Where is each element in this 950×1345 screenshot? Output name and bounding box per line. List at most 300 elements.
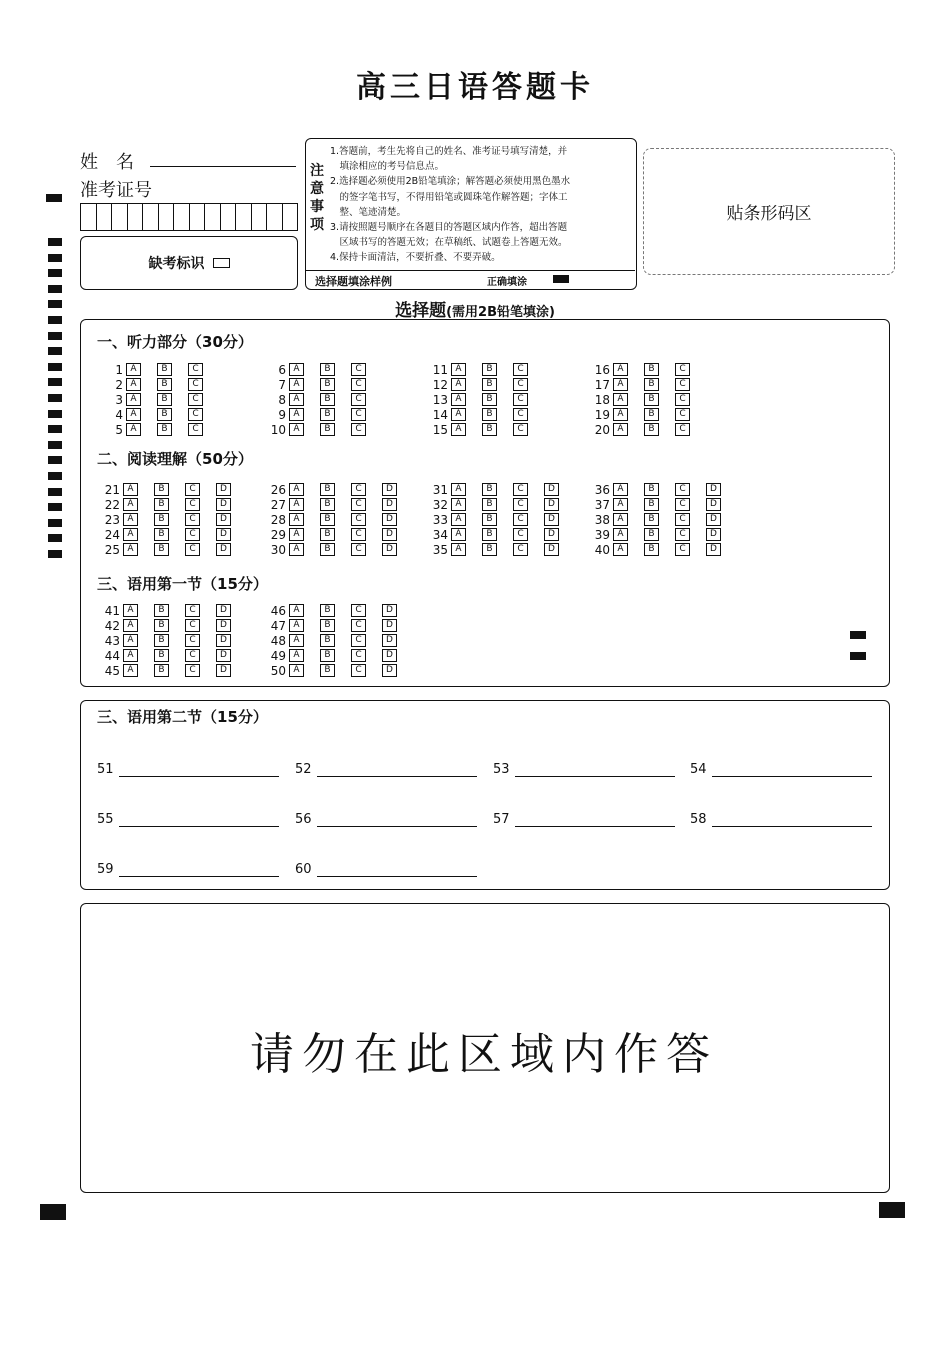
fill-in-number: 52 bbox=[295, 762, 312, 777]
timing-mark bbox=[48, 347, 62, 355]
answer-line[interactable] bbox=[515, 826, 675, 827]
option-bubble[interactable]: B bbox=[644, 513, 659, 526]
timing-mark bbox=[48, 534, 62, 542]
no-answer-text: 请勿在此区域内作答 bbox=[250, 1029, 718, 1080]
option-bubble[interactable]: A bbox=[289, 513, 304, 526]
option-bubble[interactable]: D bbox=[382, 543, 397, 556]
option-bubble[interactable]: B bbox=[157, 393, 172, 406]
timing-mark bbox=[48, 285, 62, 293]
fill-in-item bbox=[690, 762, 707, 777]
question-row bbox=[103, 362, 219, 377]
option-bubble[interactable]: B bbox=[320, 378, 335, 391]
exam-id-label: 准考证号 bbox=[80, 180, 152, 201]
question-number: 34 bbox=[432, 527, 448, 542]
option-bubble[interactable]: D bbox=[216, 634, 231, 647]
option-bubble[interactable]: A bbox=[289, 649, 304, 662]
option-bubble[interactable]: C bbox=[351, 423, 366, 436]
option-bubble[interactable]: A bbox=[613, 528, 628, 541]
option-bubble[interactable]: A bbox=[289, 604, 304, 617]
option-bubble[interactable]: A bbox=[289, 498, 304, 511]
option-bubble[interactable]: A bbox=[451, 528, 466, 541]
option-bubble[interactable]: C bbox=[513, 498, 528, 511]
option-bubble[interactable]: A bbox=[123, 634, 138, 647]
option-bubble[interactable]: C bbox=[351, 619, 366, 632]
option-bubble[interactable]: A bbox=[613, 363, 628, 376]
option-bubble[interactable]: B bbox=[644, 393, 659, 406]
option-bubble[interactable]: D bbox=[706, 483, 721, 496]
timing-mark-right bbox=[850, 652, 866, 660]
question-row bbox=[266, 377, 382, 392]
timing-mark bbox=[48, 269, 62, 277]
question-number: 36 bbox=[594, 482, 610, 497]
option-bubble[interactable]: A bbox=[289, 664, 304, 677]
option-bubble[interactable]: B bbox=[154, 483, 169, 496]
option-bubble[interactable]: C bbox=[513, 393, 528, 406]
question-number: 27 bbox=[270, 497, 286, 512]
option-bubble[interactable]: D bbox=[382, 498, 397, 511]
option-bubble[interactable]: B bbox=[320, 634, 335, 647]
option-bubble[interactable]: A bbox=[289, 483, 304, 496]
option-bubble[interactable]: C bbox=[351, 513, 366, 526]
option-bubble[interactable]: C bbox=[513, 543, 528, 556]
question-row bbox=[103, 377, 219, 392]
option-bubble[interactable]: A bbox=[289, 378, 304, 391]
fill-in-number: 56 bbox=[295, 812, 312, 827]
option-bubble[interactable]: B bbox=[482, 483, 497, 496]
notes-text: 1.答题前，考生先将自己的姓名、准考证号填写清楚，并 填涂相应的考号信息点。 2.选择题必须使用2B铅笔填涂；解答题必须使用黑色墨水 的签字笔书写，不得用铅笔或圆珠笔作解答题；字体工 整、笔迹清楚。 3.请按照题号顺序在各题目的答题区域内作答，超出答题 区域书写的答题无效；在草稿纸、试题卷上答题无效。 4.保持卡面清洁，不要折叠、不要弄破。 bbox=[330, 146, 571, 264]
option-bubble[interactable]: C bbox=[185, 543, 200, 556]
option-bubble[interactable]: B bbox=[154, 528, 169, 541]
option-bubble[interactable]: B bbox=[320, 619, 335, 632]
question-row bbox=[266, 512, 413, 527]
option-bubble[interactable]: A bbox=[289, 393, 304, 406]
option-bubble[interactable]: C bbox=[513, 423, 528, 436]
question-row bbox=[428, 527, 575, 542]
option-bubble[interactable]: C bbox=[351, 363, 366, 376]
option-bubble[interactable]: B bbox=[644, 483, 659, 496]
question-number: 49 bbox=[270, 648, 286, 663]
option-bubble[interactable]: B bbox=[320, 543, 335, 556]
question-row bbox=[428, 512, 575, 527]
option-bubble[interactable]: C bbox=[188, 363, 203, 376]
option-bubble[interactable]: B bbox=[320, 604, 335, 617]
option-bubble[interactable]: B bbox=[644, 423, 659, 436]
question-row bbox=[266, 482, 413, 497]
fill-in-item bbox=[97, 762, 114, 777]
question-number: 33 bbox=[432, 512, 448, 527]
question-row bbox=[266, 648, 413, 663]
usage1-title: 三、语用第一节（15分） bbox=[97, 575, 268, 593]
answer-line[interactable] bbox=[317, 876, 477, 877]
question-row bbox=[266, 603, 413, 618]
option-bubble[interactable]: D bbox=[216, 528, 231, 541]
option-bubble[interactable]: B bbox=[482, 543, 497, 556]
question-number: 7 bbox=[278, 377, 286, 392]
timing-mark bbox=[48, 456, 62, 464]
question-number: 4 bbox=[115, 407, 123, 422]
notes-side-label: 注 意 事 项 bbox=[310, 163, 324, 233]
option-bubble[interactable]: A bbox=[613, 423, 628, 436]
timing-mark bbox=[48, 238, 62, 246]
option-bubble[interactable]: A bbox=[126, 363, 141, 376]
timing-mark bbox=[48, 254, 62, 262]
option-bubble[interactable]: A bbox=[451, 483, 466, 496]
option-bubble[interactable]: B bbox=[157, 408, 172, 421]
option-bubble[interactable]: B bbox=[644, 378, 659, 391]
option-bubble[interactable]: C bbox=[675, 408, 690, 421]
question-number: 30 bbox=[270, 542, 286, 557]
option-bubble[interactable]: A bbox=[613, 543, 628, 556]
question-number: 15 bbox=[432, 422, 448, 437]
option-bubble[interactable]: B bbox=[154, 619, 169, 632]
question-number: 16 bbox=[594, 362, 610, 377]
option-bubble[interactable]: C bbox=[185, 619, 200, 632]
option-bubble[interactable]: C bbox=[185, 498, 200, 511]
sample-row bbox=[305, 270, 635, 289]
fill-in-number: 55 bbox=[97, 812, 114, 827]
option-bubble[interactable]: B bbox=[154, 634, 169, 647]
option-bubble[interactable]: C bbox=[185, 604, 200, 617]
fill-in-item bbox=[295, 762, 312, 777]
option-bubble[interactable]: C bbox=[675, 543, 690, 556]
option-bubble[interactable]: B bbox=[482, 498, 497, 511]
option-bubble[interactable]: A bbox=[126, 378, 141, 391]
option-bubble[interactable]: D bbox=[216, 604, 231, 617]
answer-line[interactable] bbox=[317, 776, 477, 777]
option-bubble[interactable]: B bbox=[644, 363, 659, 376]
option-bubble[interactable]: B bbox=[482, 528, 497, 541]
option-bubble[interactable]: B bbox=[157, 423, 172, 436]
question-number: 32 bbox=[432, 497, 448, 512]
fill-in-item bbox=[97, 862, 114, 877]
option-bubble[interactable]: C bbox=[351, 528, 366, 541]
option-bubble[interactable]: B bbox=[154, 543, 169, 556]
question-row bbox=[100, 482, 247, 497]
option-bubble[interactable]: B bbox=[154, 649, 169, 662]
absent-label: 缺考标识 bbox=[148, 256, 205, 272]
option-bubble[interactable]: C bbox=[675, 513, 690, 526]
option-bubble[interactable]: A bbox=[126, 408, 141, 421]
option-bubble[interactable]: B bbox=[320, 649, 335, 662]
timing-marks bbox=[46, 190, 64, 550]
option-bubble[interactable]: B bbox=[320, 483, 335, 496]
question-number: 42 bbox=[104, 618, 120, 633]
question-row bbox=[103, 407, 219, 422]
option-bubble[interactable]: C bbox=[185, 513, 200, 526]
option-bubble[interactable]: C bbox=[513, 378, 528, 391]
timing-mark bbox=[48, 410, 62, 418]
question-number: 20 bbox=[594, 422, 610, 437]
option-bubble[interactable]: A bbox=[123, 483, 138, 496]
option-bubble[interactable]: A bbox=[126, 393, 141, 406]
question-number: 6 bbox=[278, 362, 286, 377]
question-number: 45 bbox=[104, 663, 120, 678]
option-bubble[interactable]: B bbox=[320, 498, 335, 511]
option-bubble[interactable]: D bbox=[216, 664, 231, 677]
option-bubble[interactable]: B bbox=[644, 408, 659, 421]
option-bubble[interactable]: D bbox=[544, 498, 559, 511]
answer-line[interactable] bbox=[317, 826, 477, 827]
question-row bbox=[266, 407, 382, 422]
option-bubble[interactable]: A bbox=[289, 408, 304, 421]
option-bubble[interactable]: C bbox=[513, 408, 528, 421]
reading-title: 二、阅读理解（50分） bbox=[97, 450, 253, 468]
option-bubble[interactable]: C bbox=[675, 393, 690, 406]
question-row bbox=[266, 392, 382, 407]
option-bubble[interactable]: A bbox=[613, 483, 628, 496]
fill-in-number: 57 bbox=[493, 812, 510, 827]
option-bubble[interactable]: D bbox=[382, 513, 397, 526]
option-bubble[interactable]: B bbox=[320, 664, 335, 677]
question-number: 50 bbox=[270, 663, 286, 678]
question-number: 38 bbox=[594, 512, 610, 527]
option-bubble[interactable]: C bbox=[351, 483, 366, 496]
option-bubble[interactable]: C bbox=[351, 634, 366, 647]
option-bubble[interactable]: C bbox=[675, 378, 690, 391]
question-number: 35 bbox=[432, 542, 448, 557]
question-number: 44 bbox=[104, 648, 120, 663]
option-bubble[interactable]: A bbox=[123, 664, 138, 677]
question-row bbox=[103, 392, 219, 407]
answer-line[interactable] bbox=[712, 776, 872, 777]
option-bubble[interactable]: C bbox=[513, 483, 528, 496]
option-bubble[interactable]: D bbox=[544, 483, 559, 496]
option-bubble[interactable]: A bbox=[451, 543, 466, 556]
listening-title: 一、听力部分（30分） bbox=[97, 333, 253, 351]
option-bubble[interactable]: C bbox=[675, 498, 690, 511]
question-row bbox=[266, 663, 413, 678]
option-bubble[interactable]: C bbox=[351, 408, 366, 421]
option-bubble[interactable]: D bbox=[544, 543, 559, 556]
option-bubble[interactable]: B bbox=[320, 408, 335, 421]
option-bubble[interactable]: D bbox=[544, 528, 559, 541]
option-bubble[interactable]: A bbox=[289, 619, 304, 632]
option-bubble[interactable]: D bbox=[216, 619, 231, 632]
option-bubble[interactable]: D bbox=[706, 513, 721, 526]
question-number: 14 bbox=[432, 407, 448, 422]
answer-line[interactable] bbox=[119, 876, 279, 877]
option-bubble[interactable]: B bbox=[482, 408, 497, 421]
option-bubble[interactable]: B bbox=[320, 513, 335, 526]
fill-in-number: 60 bbox=[295, 862, 312, 877]
timing-mark bbox=[48, 441, 62, 449]
option-bubble[interactable]: B bbox=[154, 664, 169, 677]
option-bubble[interactable]: B bbox=[644, 498, 659, 511]
option-bubble[interactable]: D bbox=[216, 483, 231, 496]
answer-line[interactable] bbox=[119, 776, 279, 777]
option-bubble[interactable]: B bbox=[482, 378, 497, 391]
option-bubble[interactable]: D bbox=[382, 664, 397, 677]
question-number: 41 bbox=[104, 603, 120, 618]
option-bubble[interactable]: B bbox=[157, 378, 172, 391]
timing-mark bbox=[48, 550, 62, 558]
filled-sample bbox=[553, 275, 569, 283]
question-number: 1 bbox=[115, 362, 123, 377]
option-bubble[interactable]: C bbox=[188, 423, 203, 436]
option-bubble[interactable]: C bbox=[351, 604, 366, 617]
question-number: 22 bbox=[104, 497, 120, 512]
option-bubble[interactable]: A bbox=[451, 498, 466, 511]
option-bubble[interactable]: C bbox=[188, 378, 203, 391]
option-bubble[interactable]: C bbox=[185, 528, 200, 541]
question-row bbox=[100, 618, 247, 633]
question-number: 17 bbox=[594, 377, 610, 392]
usage2-title: 三、语用第二节（15分） bbox=[97, 708, 268, 726]
option-bubble[interactable]: A bbox=[451, 378, 466, 391]
option-bubble[interactable]: A bbox=[123, 513, 138, 526]
name-field[interactable] bbox=[150, 166, 296, 167]
answer-line[interactable] bbox=[712, 826, 872, 827]
choice-title: 选择题(需用2B铅笔填涂) bbox=[395, 301, 555, 321]
option-bubble[interactable]: D bbox=[382, 619, 397, 632]
option-bubble[interactable]: A bbox=[451, 393, 466, 406]
option-bubble[interactable]: A bbox=[451, 513, 466, 526]
correct-label: 正确填涂 bbox=[487, 277, 527, 288]
option-bubble[interactable]: A bbox=[451, 363, 466, 376]
fill-in-number: 51 bbox=[97, 762, 114, 777]
option-bubble[interactable]: D bbox=[706, 528, 721, 541]
option-bubble[interactable]: A bbox=[613, 393, 628, 406]
option-bubble[interactable]: C bbox=[675, 528, 690, 541]
option-bubble[interactable]: A bbox=[289, 363, 304, 376]
question-number: 3 bbox=[115, 392, 123, 407]
answer-line[interactable] bbox=[119, 826, 279, 827]
option-bubble[interactable]: B bbox=[154, 513, 169, 526]
question-row bbox=[590, 497, 737, 512]
option-bubble[interactable]: C bbox=[351, 543, 366, 556]
option-bubble[interactable]: D bbox=[216, 513, 231, 526]
option-bubble[interactable]: C bbox=[351, 498, 366, 511]
option-bubble[interactable]: B bbox=[644, 528, 659, 541]
option-bubble[interactable]: C bbox=[675, 363, 690, 376]
timing-mark bbox=[48, 425, 62, 433]
question-row bbox=[590, 407, 706, 422]
question-row bbox=[590, 542, 737, 557]
option-bubble[interactable]: C bbox=[351, 664, 366, 677]
option-bubble[interactable]: C bbox=[185, 483, 200, 496]
option-bubble[interactable]: A bbox=[289, 423, 304, 436]
option-bubble[interactable]: A bbox=[123, 619, 138, 632]
option-bubble[interactable]: D bbox=[216, 543, 231, 556]
fill-in-item bbox=[295, 812, 312, 827]
option-bubble[interactable]: A bbox=[123, 498, 138, 511]
question-number: 31 bbox=[432, 482, 448, 497]
question-number: 48 bbox=[270, 633, 286, 648]
option-bubble[interactable]: C bbox=[185, 634, 200, 647]
option-bubble[interactable]: B bbox=[482, 393, 497, 406]
option-bubble[interactable]: A bbox=[123, 649, 138, 662]
option-bubble[interactable]: C bbox=[351, 649, 366, 662]
option-bubble[interactable]: D bbox=[544, 513, 559, 526]
option-bubble[interactable]: B bbox=[157, 363, 172, 376]
option-bubble[interactable]: B bbox=[320, 363, 335, 376]
option-bubble[interactable]: D bbox=[382, 649, 397, 662]
option-bubble[interactable]: A bbox=[289, 528, 304, 541]
option-bubble[interactable]: B bbox=[320, 393, 335, 406]
option-bubble[interactable]: D bbox=[706, 543, 721, 556]
option-bubble[interactable]: A bbox=[123, 543, 138, 556]
question-row bbox=[428, 497, 575, 512]
option-bubble[interactable]: C bbox=[188, 393, 203, 406]
absent-checkbox[interactable] bbox=[213, 258, 230, 268]
option-bubble[interactable]: A bbox=[289, 634, 304, 647]
question-number: 8 bbox=[278, 392, 286, 407]
option-bubble[interactable]: D bbox=[216, 498, 231, 511]
question-number: 39 bbox=[594, 527, 610, 542]
option-bubble[interactable]: A bbox=[289, 543, 304, 556]
option-bubble[interactable]: D bbox=[382, 604, 397, 617]
option-bubble[interactable]: A bbox=[613, 513, 628, 526]
timing-mark bbox=[48, 332, 62, 340]
option-bubble[interactable]: C bbox=[185, 649, 200, 662]
question-row bbox=[103, 422, 219, 437]
question-row bbox=[590, 482, 737, 497]
exam-id-grid[interactable] bbox=[80, 203, 298, 231]
option-bubble[interactable]: C bbox=[675, 423, 690, 436]
option-bubble[interactable]: B bbox=[644, 543, 659, 556]
sample-label: 选择题填涂样例 bbox=[315, 275, 392, 288]
question-number: 43 bbox=[104, 633, 120, 648]
option-bubble[interactable]: D bbox=[216, 649, 231, 662]
option-bubble[interactable]: B bbox=[320, 423, 335, 436]
absent-mark-box bbox=[80, 236, 298, 290]
option-bubble[interactable]: C bbox=[675, 483, 690, 496]
option-bubble[interactable]: C bbox=[513, 363, 528, 376]
option-bubble[interactable]: D bbox=[382, 483, 397, 496]
option-bubble[interactable]: B bbox=[482, 513, 497, 526]
option-bubble[interactable]: B bbox=[154, 604, 169, 617]
question-row bbox=[266, 362, 382, 377]
option-bubble[interactable]: B bbox=[320, 528, 335, 541]
option-bubble[interactable]: C bbox=[185, 664, 200, 677]
option-bubble[interactable]: A bbox=[613, 408, 628, 421]
option-bubble[interactable]: A bbox=[451, 408, 466, 421]
option-bubble[interactable]: D bbox=[382, 634, 397, 647]
option-bubble[interactable]: A bbox=[613, 498, 628, 511]
question-number: 21 bbox=[104, 482, 120, 497]
fill-in-number: 53 bbox=[493, 762, 510, 777]
option-bubble[interactable]: C bbox=[513, 528, 528, 541]
option-bubble[interactable]: B bbox=[482, 423, 497, 436]
question-row bbox=[100, 512, 247, 527]
fill-in-panel bbox=[80, 700, 890, 890]
timing-mark bbox=[48, 378, 62, 386]
question-row bbox=[590, 512, 737, 527]
option-bubble[interactable]: A bbox=[123, 604, 138, 617]
question-row bbox=[590, 362, 706, 377]
timing-mark bbox=[48, 394, 62, 402]
option-bubble[interactable]: B bbox=[154, 498, 169, 511]
question-number: 19 bbox=[594, 407, 610, 422]
question-row bbox=[100, 663, 247, 678]
option-bubble[interactable]: A bbox=[451, 423, 466, 436]
option-bubble[interactable]: D bbox=[706, 498, 721, 511]
option-bubble[interactable]: D bbox=[382, 528, 397, 541]
question-number: 9 bbox=[278, 407, 286, 422]
question-row bbox=[266, 618, 413, 633]
option-bubble[interactable]: C bbox=[188, 408, 203, 421]
option-bubble[interactable]: C bbox=[351, 393, 366, 406]
option-bubble[interactable]: C bbox=[513, 513, 528, 526]
option-bubble[interactable]: C bbox=[351, 378, 366, 391]
timing-mark bbox=[48, 363, 62, 371]
answer-line[interactable] bbox=[515, 776, 675, 777]
option-bubble[interactable]: A bbox=[126, 423, 141, 436]
fill-in-item bbox=[493, 762, 510, 777]
option-bubble[interactable]: B bbox=[482, 363, 497, 376]
option-bubble[interactable]: A bbox=[123, 528, 138, 541]
option-bubble[interactable]: A bbox=[613, 378, 628, 391]
